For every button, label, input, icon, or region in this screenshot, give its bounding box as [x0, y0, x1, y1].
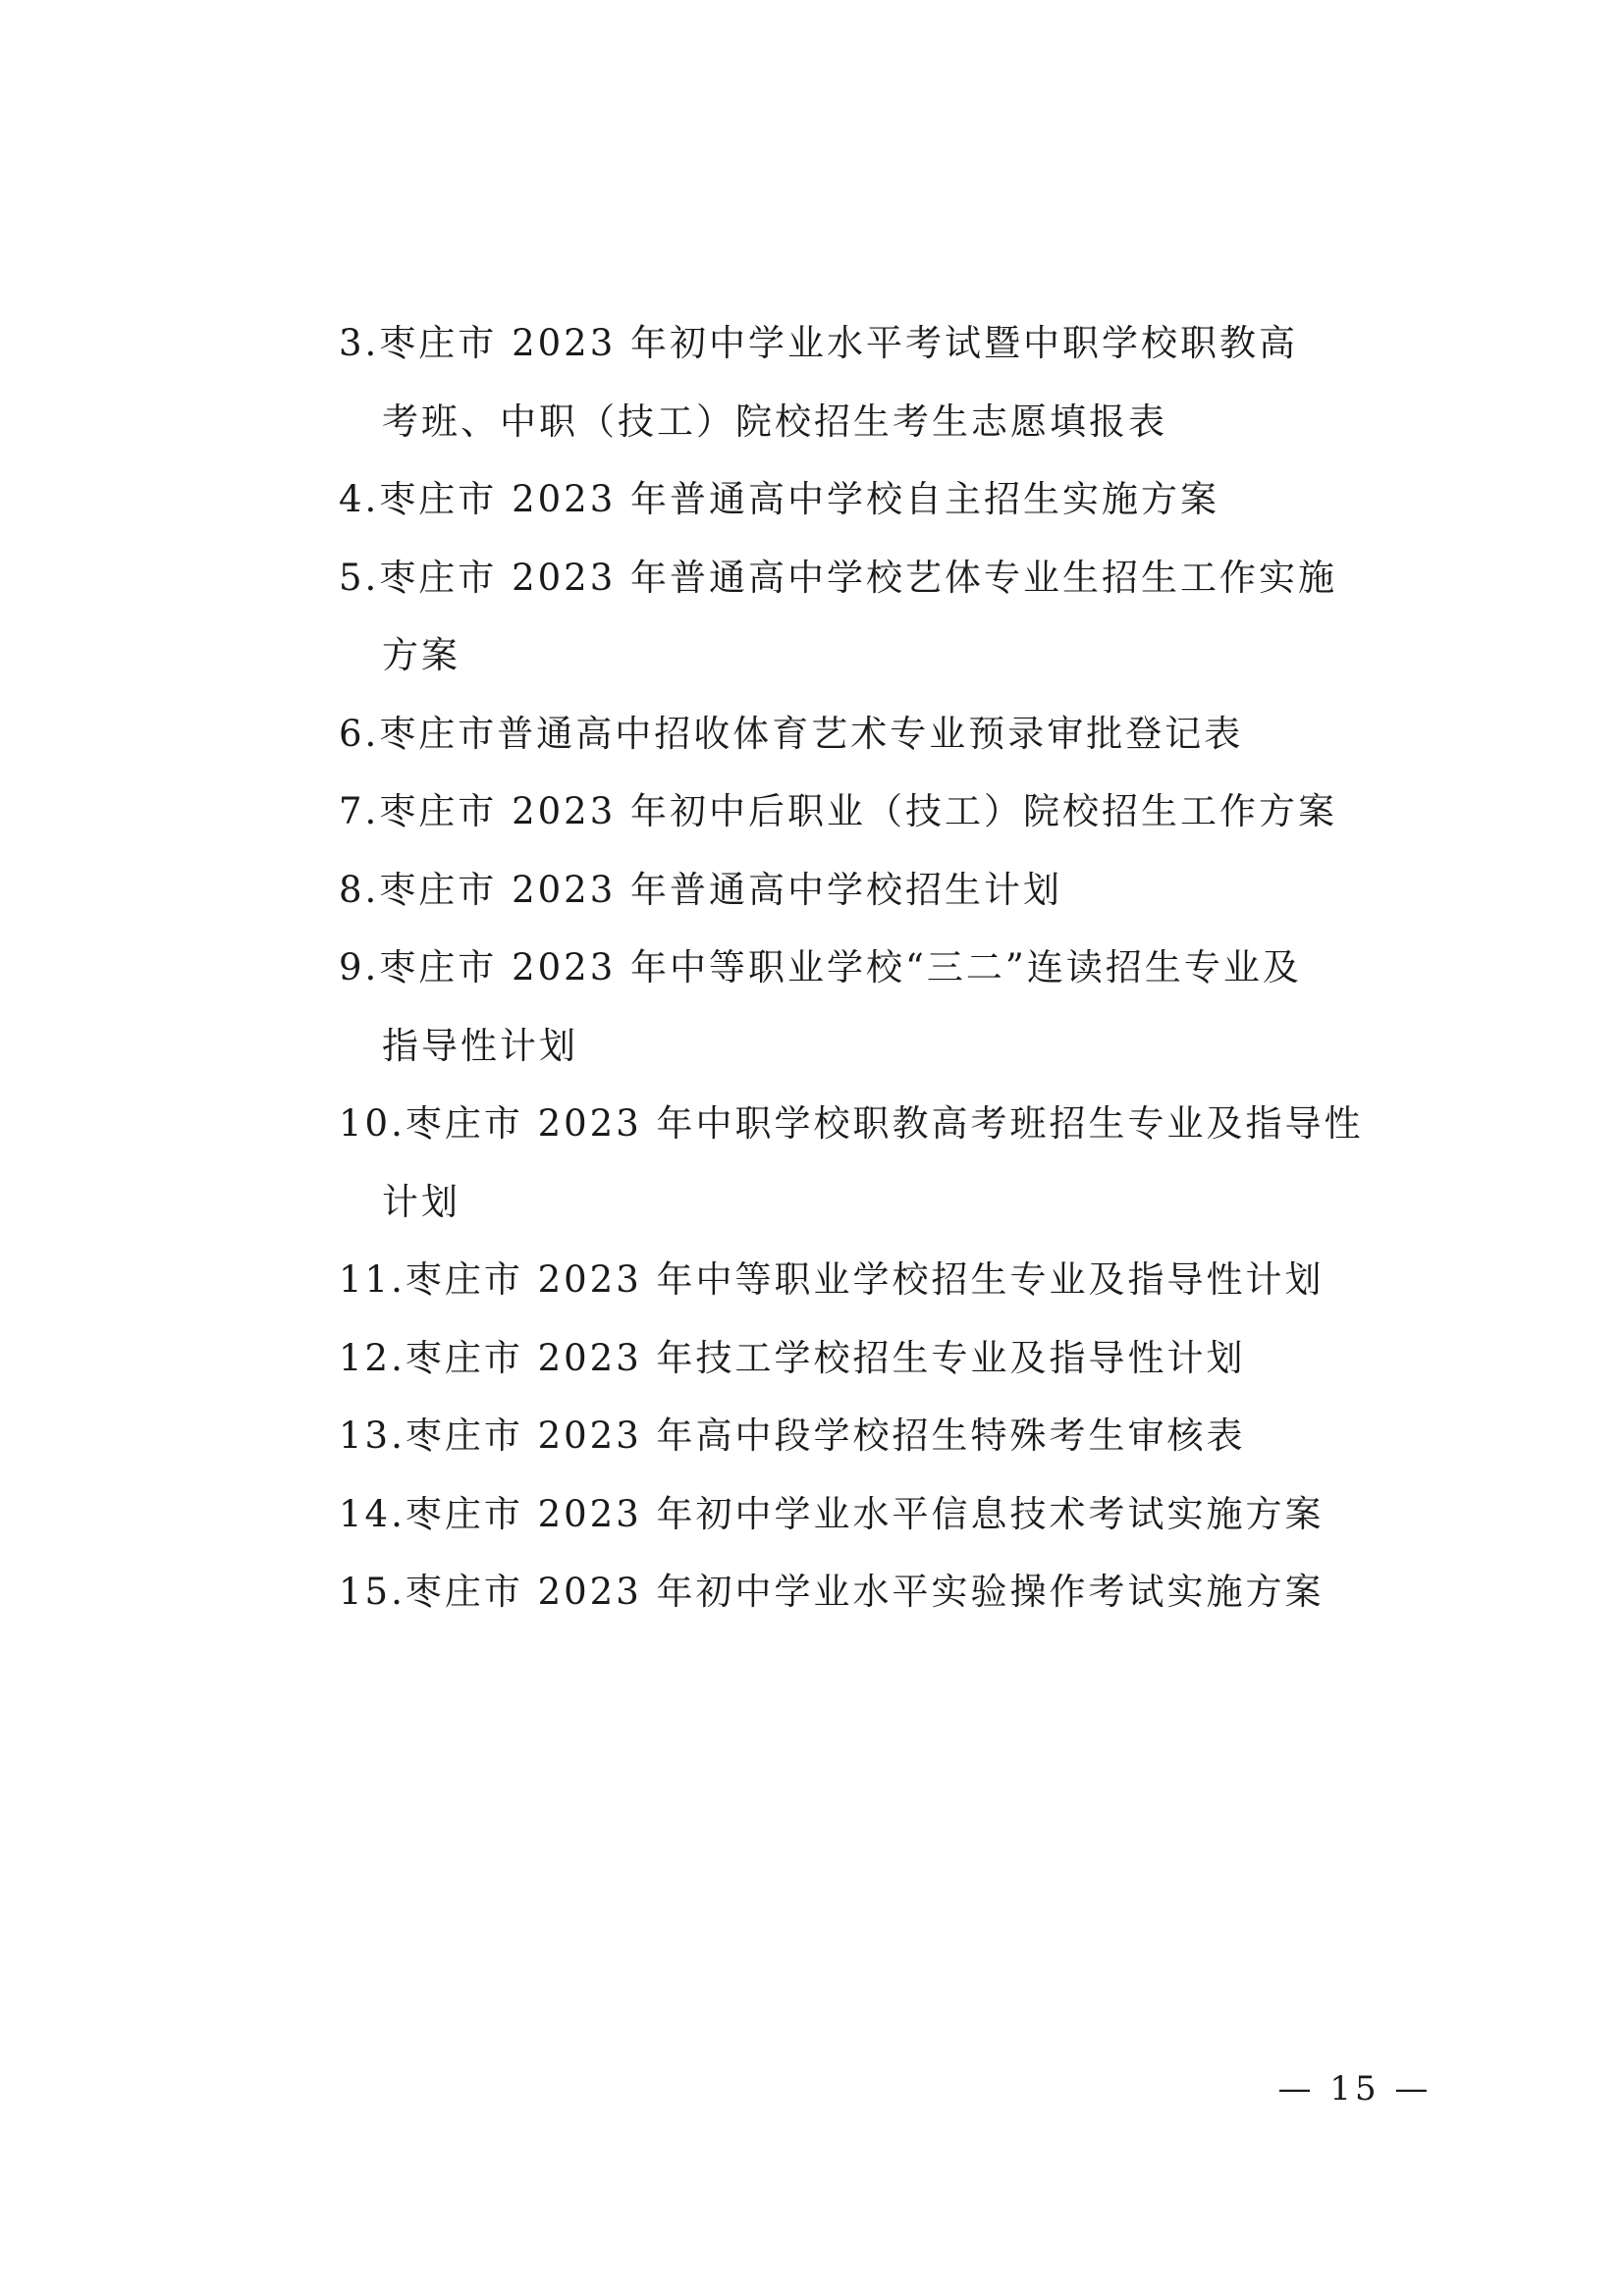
item-text: 枣庄市 2023 年中等职业学校招生专业及指导性计划 [405, 1258, 1325, 1301]
list-item-10 [339, 1085, 1438, 1241]
item-text: 枣庄市 2023 年普通高中学校招生计划 [379, 868, 1062, 911]
item-number: 3. [339, 322, 380, 364]
list-item-6 [339, 695, 1438, 774]
item-number: 5. [339, 556, 380, 599]
list-item-9 [339, 929, 1438, 1085]
item-number: 14. [339, 1492, 406, 1535]
list-item-4 [339, 460, 1438, 539]
item-number: 6. [339, 712, 380, 755]
item-number: 15. [339, 1571, 406, 1613]
item-text: 枣庄市 2023 年技工学校招生专业及指导性计划 [405, 1336, 1246, 1379]
list-item-13 [339, 1397, 1438, 1475]
item-text: 枣庄市 2023 年中职学校职教高考班招生专业及指导性 [405, 1102, 1364, 1145]
item-number: 8. [339, 868, 380, 911]
item-text: 枣庄市 2023 年中等职业学校“三二”连读招生专业及 [379, 946, 1302, 988]
item-text-continued: 指导性计划 [382, 1024, 578, 1067]
attachment-list [339, 304, 1438, 1631]
item-text: 枣庄市 2023 年普通高中学校艺体专业生招生工作实施 [379, 556, 1337, 599]
list-item-8 [339, 851, 1438, 930]
list-item-7 [339, 773, 1438, 851]
list-item-3 [339, 304, 1438, 460]
item-text-continued: 考班、中职（技工）院校招生考生志愿填报表 [382, 400, 1167, 443]
list-item-11 [339, 1241, 1438, 1319]
page-number: — 15 — [1277, 2069, 1433, 2109]
list-item-12 [339, 1319, 1438, 1398]
item-text: 枣庄市 2023 年初中学业水平信息技术考试实施方案 [405, 1492, 1325, 1535]
list-item-14 [339, 1475, 1438, 1554]
item-text: 枣庄市 2023 年普通高中学校自主招生实施方案 [379, 478, 1219, 520]
item-number: 12. [339, 1336, 406, 1379]
item-number: 13. [339, 1415, 406, 1457]
item-number: 10. [339, 1102, 406, 1145]
item-text-continued: 计划 [382, 1180, 460, 1223]
item-text: 枣庄市普通高中招收体育艺术专业预录审批登记表 [379, 712, 1244, 755]
list-item-5 [339, 539, 1438, 695]
item-text: 枣庄市 2023 年初中后职业（技工）院校招生工作方案 [379, 790, 1337, 832]
item-number: 7. [339, 790, 380, 832]
item-text-continued: 方案 [382, 634, 460, 676]
list-item-15 [339, 1553, 1438, 1631]
item-text: 枣庄市 2023 年高中段学校招生特殊考生审核表 [405, 1415, 1246, 1457]
item-number: 9. [339, 946, 380, 988]
item-text: 枣庄市 2023 年初中学业水平考试暨中职学校职教高 [379, 322, 1298, 364]
item-number: 11. [339, 1258, 406, 1301]
item-text: 枣庄市 2023 年初中学业水平实验操作考试实施方案 [405, 1571, 1325, 1613]
item-number: 4. [339, 478, 380, 520]
